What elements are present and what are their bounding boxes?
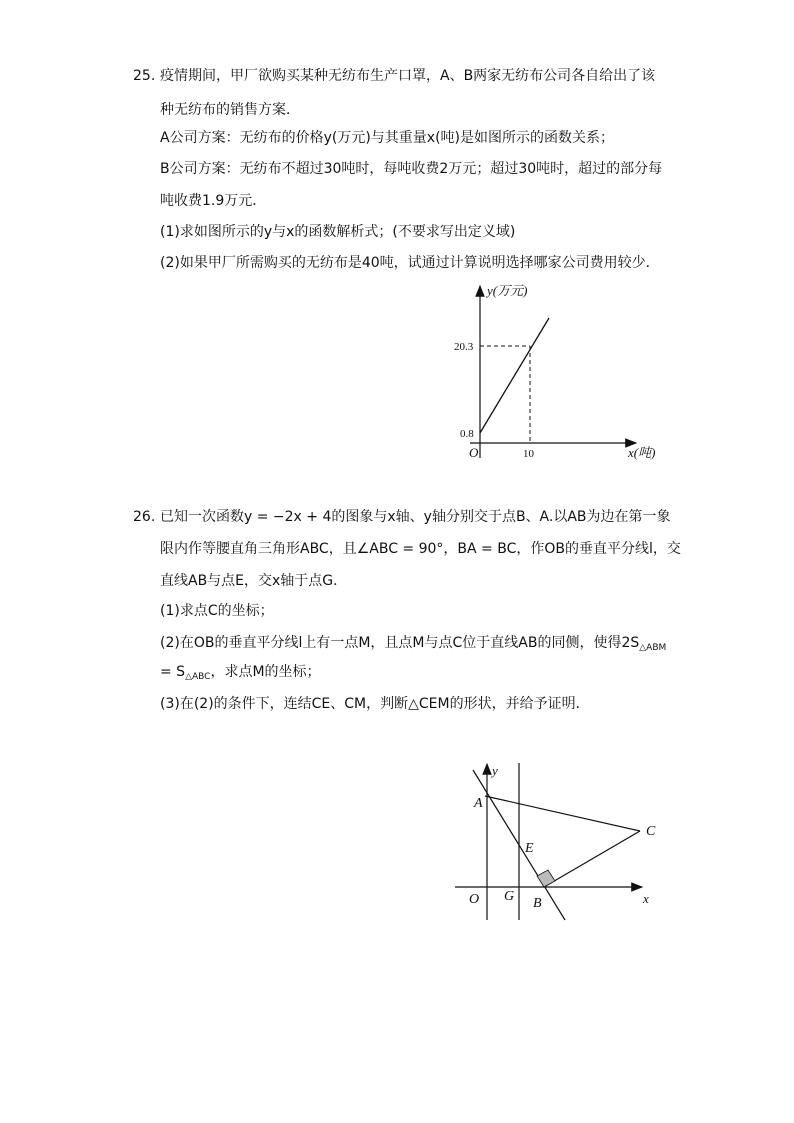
q26-line-1: 已知一次函数y = −2x + 4的图象与x轴、y轴分别交于点B、A.以AB为边在第一象 — [160, 509, 671, 525]
q25-line-2: 种无纺布的销售方案． — [160, 102, 300, 118]
q26-line-6 — [160, 662, 321, 687]
q26-label-e: E — [525, 841, 534, 856]
q25-x-label: x(吨) — [628, 445, 656, 460]
q25-y-label: y(万元) — [487, 283, 528, 298]
q26-y-label: y — [492, 763, 498, 778]
q25-line-1: 疫情期间，甲厂欲购买某种无纺布生产口罩，A、B两家无纺布公司各自给出了该 — [160, 68, 656, 84]
q25-function-line — [480, 318, 549, 433]
q25-line-5: 吨收费1.9万元． — [160, 193, 267, 209]
q25-price-graph — [440, 278, 680, 468]
q25-line-4: B公司方案：无纺布不超过30吨时，每吨收费2万元；超过30吨时，超过的部分每 — [160, 161, 663, 177]
q26-label-b: B — [533, 896, 542, 911]
q26-line-6-tail: ，求点M的坐标； — [210, 664, 321, 680]
q26-line-5 — [160, 633, 666, 658]
q26-line-2: 限内作等腰直角三角形ABC，且∠ABC = 90°，BA = BC，作OB的垂直平分线l，交 — [160, 541, 681, 557]
q25-line-3: A公司方案：无纺布的价格y(万元)与其重量x(吨)是如图所示的函数关系； — [160, 130, 614, 146]
q25-line-6: (1)求如图所示的y与x的函数解析式；(不要求写出定义域) — [160, 224, 516, 240]
q26-sub-abc: △ABC — [185, 672, 211, 682]
q26-x-label: x — [643, 891, 649, 906]
q26-segment-bc — [544, 831, 640, 887]
q26-label-a: A — [474, 796, 483, 811]
q26-line-6-text: = S — [160, 664, 186, 680]
q26-geometry-figure — [455, 760, 675, 925]
q25-origin: O — [469, 445, 479, 460]
q25-tick-0-8: 0.8 — [460, 428, 474, 440]
q26-line-7: (3)在(2)的条件下，连结CE、CM，判断△CEM的形状，并给予证明． — [160, 696, 590, 712]
q26-label-g: G — [504, 889, 515, 904]
q25-tick-10: 10 — [523, 448, 534, 460]
q25-number: 25. — [133, 68, 156, 84]
q26-line-3: 直线AB与点E，交x轴于点G． — [160, 573, 348, 589]
q25-line-7: (2)如果甲厂所需购买的无纺布是40吨，试通过计算说明选择哪家公司费用较少． — [160, 255, 660, 271]
q26-line-4: (1)求点C的坐标； — [160, 603, 274, 619]
q26-right-angle-mark — [537, 870, 555, 887]
q26-label-c: C — [646, 824, 656, 839]
q26-sub-abm: △ABM — [639, 643, 667, 653]
q26-label-o: O — [469, 892, 480, 907]
q26-number: 26. — [133, 509, 156, 525]
q25-tick-20-3: 20.3 — [454, 341, 474, 353]
q26-line-5-text: (2)在OB的垂直平分线l上有一点M，且点M与点C位于直线AB的同侧，使得2S — [160, 635, 640, 651]
q26-segment-ac — [485, 796, 640, 831]
